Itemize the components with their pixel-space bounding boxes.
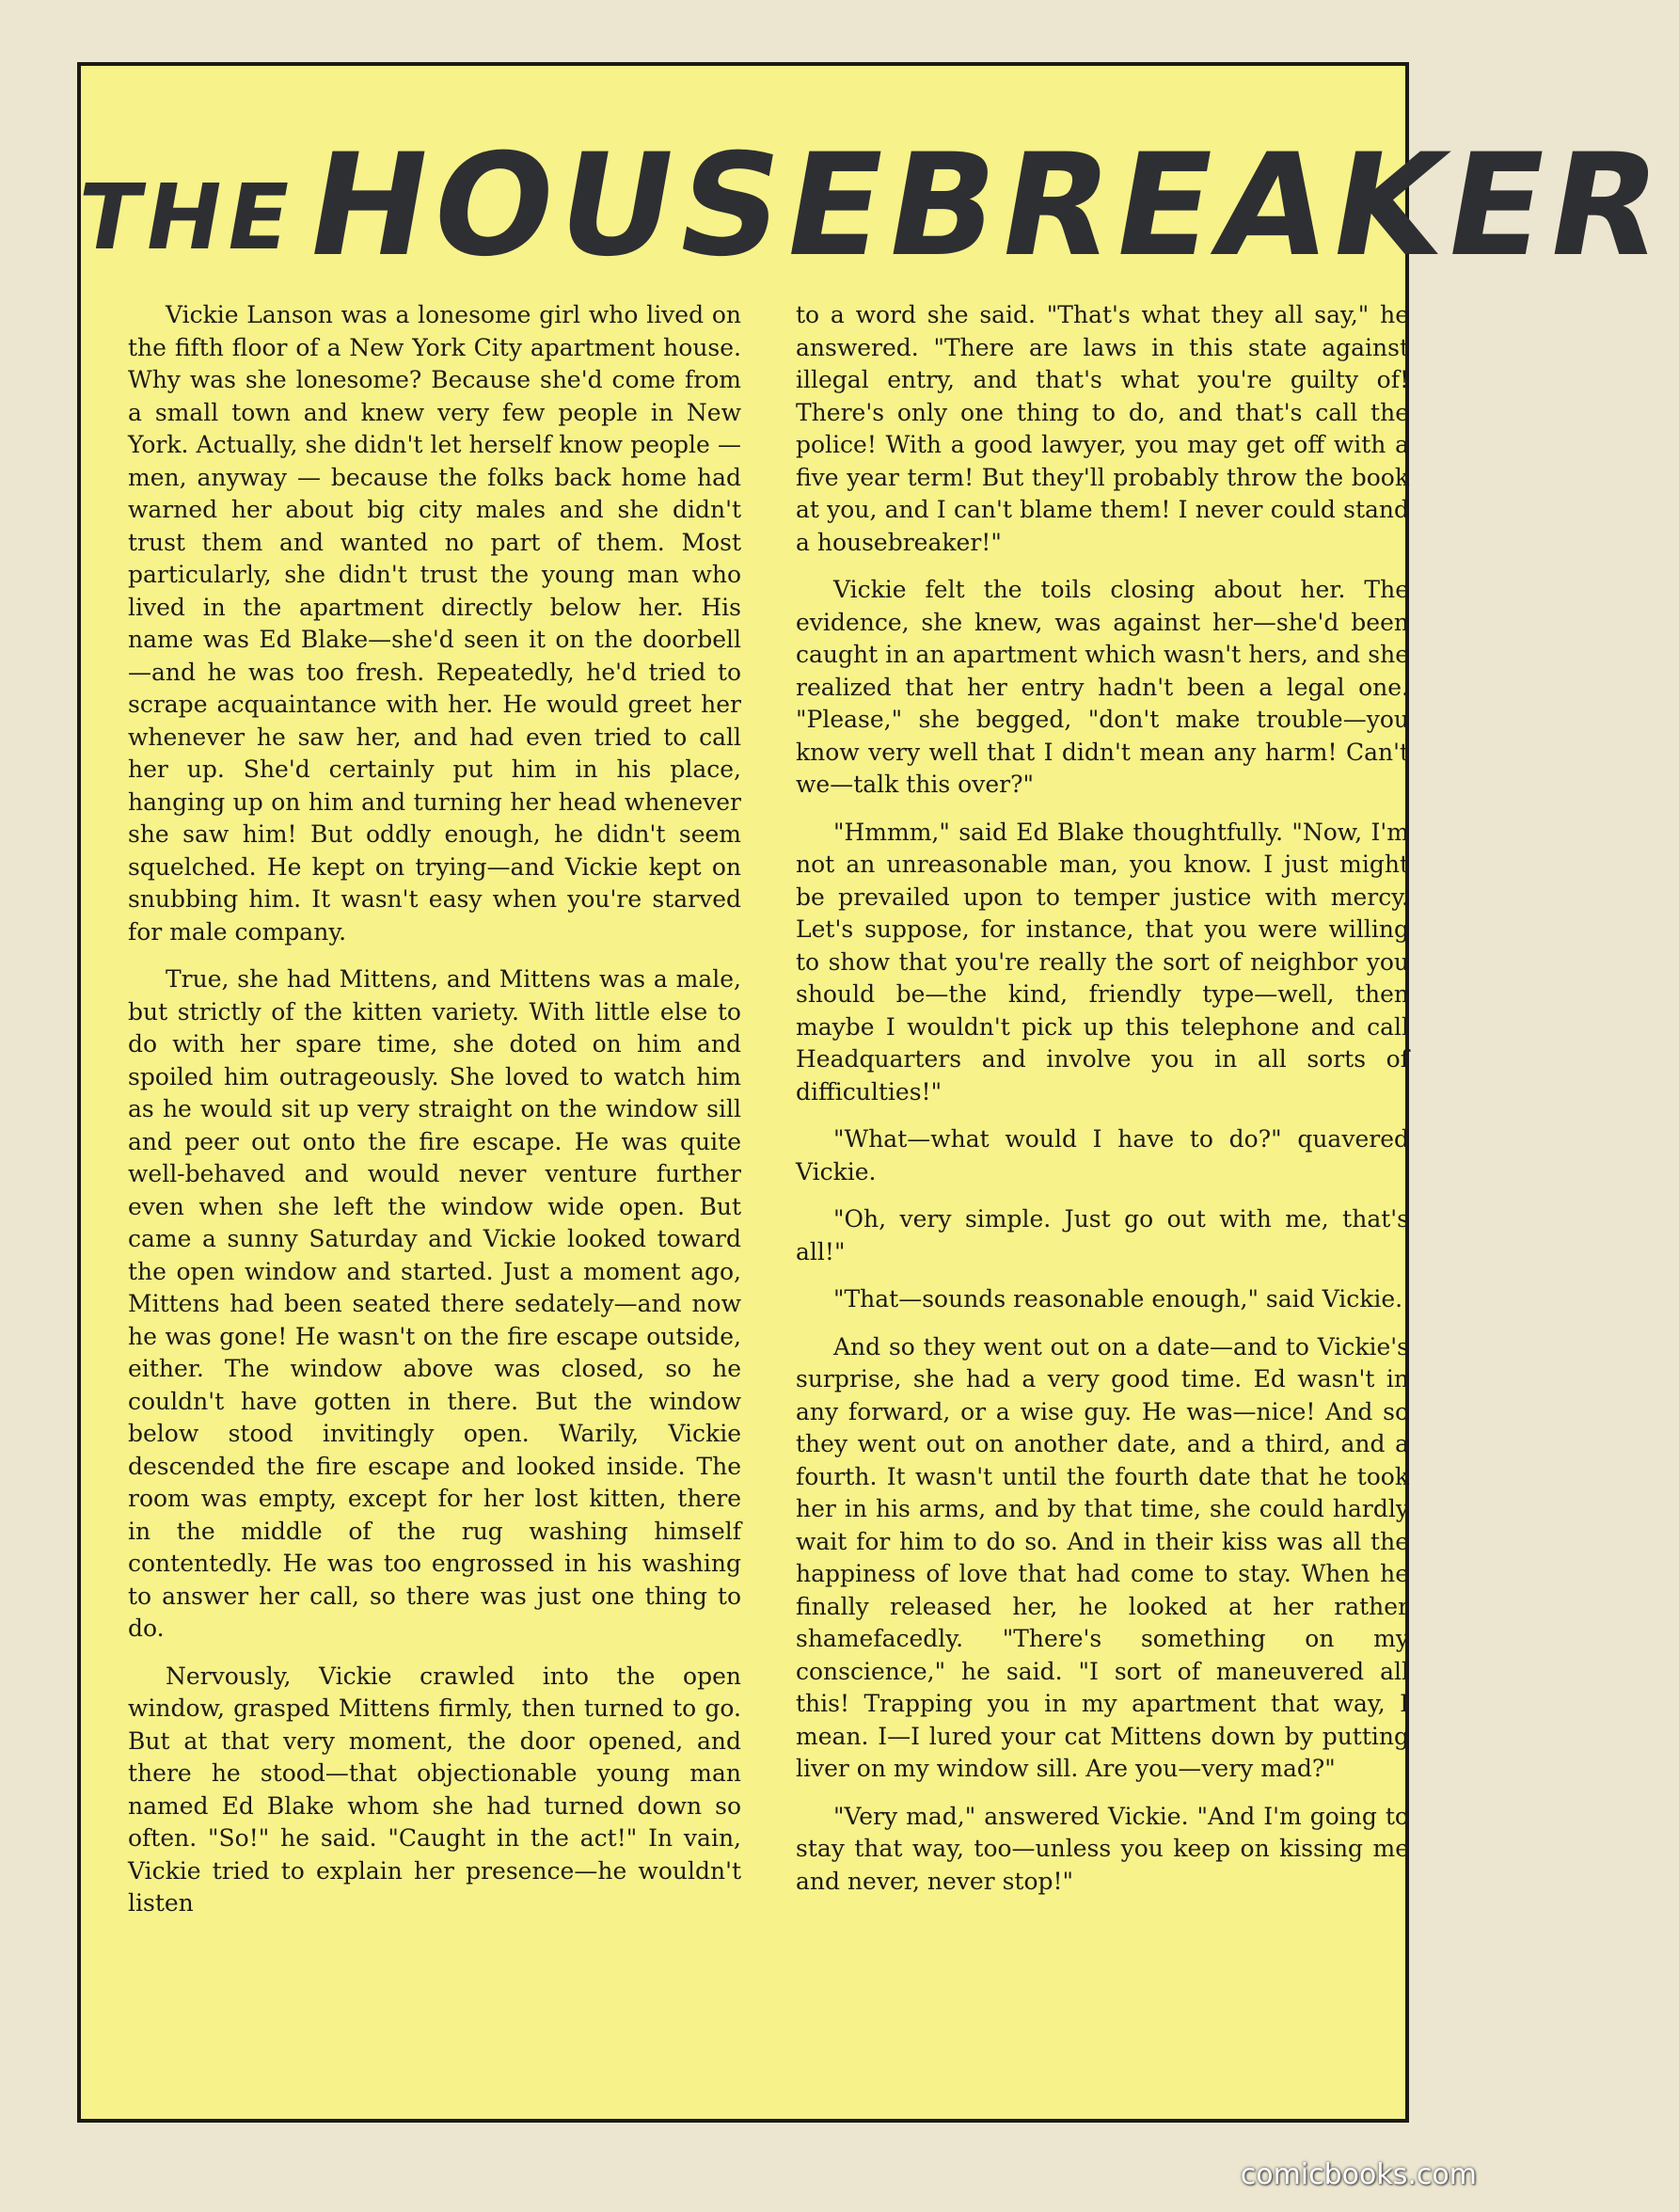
paragraph: Vickie felt the toils closing about her. The evidence, she knew, was against her—she'd been caught in an apartment which wasn't hers, and she realized that her entry hadn't been a legal one. "Please," she begged, "don't make trouble—you know very well that I didn't mean any harm! Can't we—talk this over?" — [796, 576, 1409, 798]
story-title — [67, 124, 1679, 288]
paragraph: True, she had Mittens, and Mittens was a male, but strictly of the kitten variety. With little else to do with her spare time, she doted on him and spoiled him outrageously. She loved to watch him as he would sit up very straight on the window sill and peer out onto the fire escape. He was quite well-behaved and would never venture further even when she left the window wide open. But came a sunny Saturday and Vickie looked toward the open window and started. Just a moment ago, Mittens had been seated there sedately—and now he was gone! He wasn't on the fire escape outside, either. The window above was closed, so he couldn't have gotten in there. But the window below stood invitingly open. Warily, Vickie descended the fire escape and looked inside. The room was empty, except for her lost kitten, there in the middle of the rug washing himself contentedly. He was too engrossed in his washing to answer her call, so there was just one thing to do. — [128, 965, 741, 1642]
story-panel — [70, 62, 1679, 2123]
paragraph: And so they went out on a date—and to Vickie's surprise, she had a very good time. Ed wasn't in any forward, or a wise guy. He was—nice! And so they went out on another date, and a third, and a fourth. It wasn't until the fourth date that he took her in his arms, and by that time, she could hardly wait for him to do so. And in their kiss was all the happiness of love that had come to stay. When he finally released her, he looked at her rather shamefacedly. "There's something on my conscience," he said. "I sort of maneuvered all this! Trapping you in my apartment that way, I mean. I—I lured your cat Mittens down by putting liver on my window sill. Are you—very mad?" — [796, 1332, 1409, 1782]
paragraph: Vickie Lanson was a lonesome girl who lived on the fifth floor of a New York City apartment house. Why was she lonesome? Because she'd come from a small town and knew very few people in New York. Actually, she didn't let herself know people — men, anyway — because the folks back home had warned her about big city males and she didn't trust them and wanted no part of them. Most particularly, she didn't trust the young man who lived in the apartment directly below her. His name was Ed Blake—she'd seen it on the doorbell—and he was too fresh. Repeatedly, he'd tried to scrape acquaintance with her. He would greet her whenever he saw her, and had even tried to call her up. She'd certainly put him in his place, hanging up on him and turning her head whenever she saw him! But oddly enough, he didn't seem squelched. He kept on trying—and Vickie kept on snubbing him. It wasn't easy when you're starved for male company. — [128, 301, 741, 946]
paragraph: to a word she said. "That's what they all say," he answered. "There are laws in this state against illegal entry, and that's what you're guilty of! There's only one thing to do, and that's call the police! With a good lawyer, you may get off with a five year term! But they'll probably throw the book at you, and I can't blame them! I never could stand a housebreaker!" — [796, 301, 1409, 556]
paragraph: "Oh, very simple. Just go out with me, that's all!" — [796, 1205, 1409, 1265]
left-column — [128, 299, 741, 1935]
watermark: comicbooks.com — [1240, 2158, 1477, 2191]
paragraph: "Hmmm," said Ed Blake thoughtfully. "Now, I'm not an unreasonable man, you know. I just might be prevailed upon to temper justice with mercy. Let's suppose, for instance, that you were willing to show that you're really the sort of neighbor you should be—the kind, friendly type—well, then maybe I wouldn't pick up this telephone and call Headquarters and involve you in all sorts of difficulties!" — [796, 818, 1409, 1106]
paragraph: "That—sounds reasonable enough," said Vickie. — [833, 1285, 1403, 1313]
paragraph: "What—what would I have to do?" quavered Vickie. — [796, 1125, 1409, 1186]
paragraph: Nervously, Vickie crawled into the open window, grasped Mittens firmly, then turned to go. But at that very moment, the door opened, and there he stood—that objectionable young man named Ed Blake whom she had turned down so often. "So!" he said. "Caught in the act!" In vain, Vickie tried to explain her presence—he wouldn't listen — [128, 1662, 741, 1917]
title-prefix: THE — [70, 165, 305, 270]
right-column — [796, 299, 1409, 1913]
paragraph: "Very mad," answered Vickie. "And I'm going to stay that way, too—unless you keep on kissing me and never, never stop!" — [796, 1802, 1409, 1895]
title-main: HOUSEBREAKER — [295, 124, 1679, 288]
